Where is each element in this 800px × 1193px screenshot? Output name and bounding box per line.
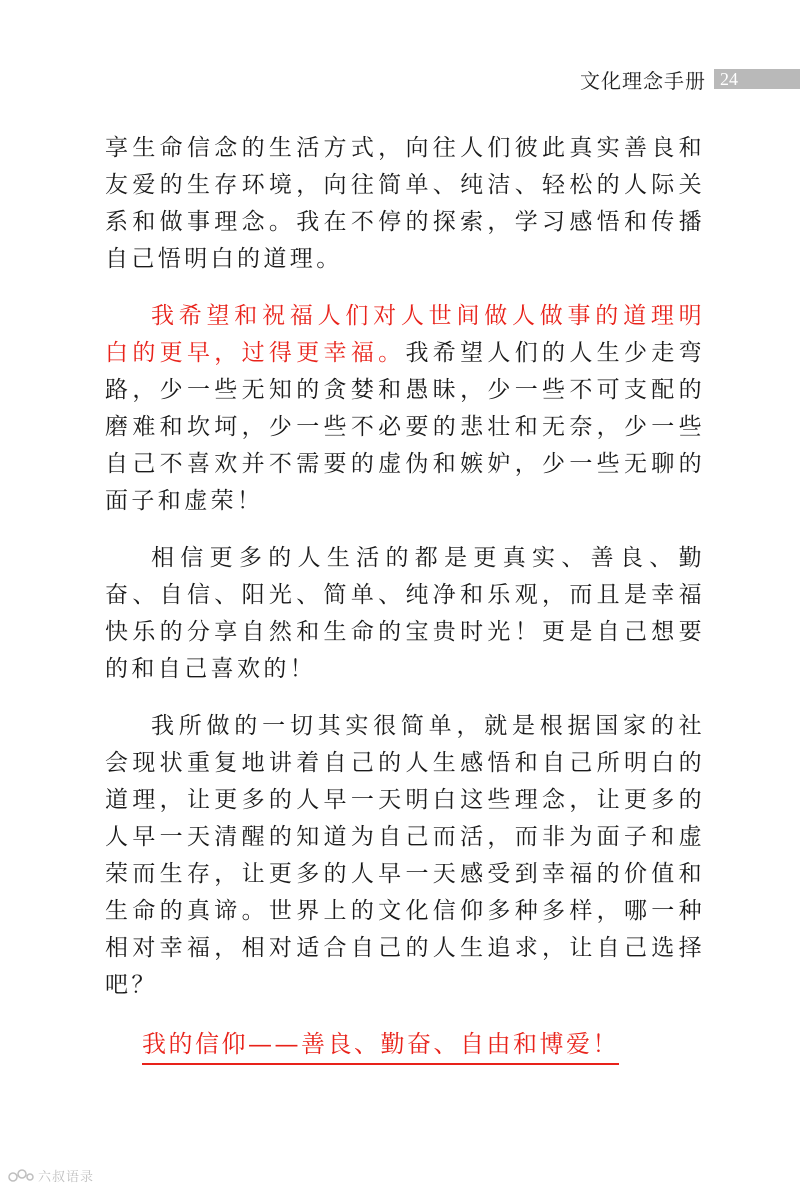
highlighted-wish-text: 我希望和祝福人们对人世间做人做事的道理明白的更早，过得更幸福。 <box>105 303 705 366</box>
wish-text: 我希望人们的人生少走弯路，少一些无知的贪婪和愚昧，少一些不可支配的磨难和坎坷，少一些不必要的悲壮和无奈，少一些自己不喜欢并不需要的虚伪和嫉妒，少一些无聊的面子和虚荣！ <box>105 340 705 514</box>
paragraph-mission: 我所做的一切其实很简单，就是根据国家的社会现状重复地讲着自己的人生感悟和自己所明白的道理，让更多的人早一天明白这些理念，让更多的人早一天清醒的知道为自己而活，而非为面子和虚荣而生存，让更多的人早一天感受到幸福的价值和生命的真谛。世界上的文化信仰多种多样，哪一种相对幸福，相对适合自己的人生追求，让自己选择吧？ <box>105 713 705 998</box>
watermark-text: 六叔语录 <box>38 1170 95 1185</box>
watermark-logo-icon <box>8 1168 34 1184</box>
page-body <box>105 130 705 1065</box>
faith-motto: 我的信仰——善良、勤奋、自由和博爱！ <box>142 1026 619 1065</box>
paragraph-belief: 相信更多的人生活的都是更真实、善良、勤奋、自信、阳光、简单、纯净和乐观，而且是幸福快乐的分享自然和生命的宝贵时光！更是自己想要的和自己喜欢的！ <box>105 545 705 682</box>
page-header <box>580 66 800 92</box>
handbook-title: 文化理念手册 <box>580 68 706 93</box>
paragraph-continued: 享生命信念的生活方式，向往人们彼此真实善良和友爱的生存环境，向往简单、纯洁、轻松的人际关系和做事理念。我在不停的探索，学习感悟和传播自己悟明白的道理。 <box>105 135 705 272</box>
page-number-bar <box>714 69 800 89</box>
watermark <box>8 1166 94 1185</box>
page-number: 24 <box>720 68 738 89</box>
paragraph-wish <box>105 298 705 520</box>
